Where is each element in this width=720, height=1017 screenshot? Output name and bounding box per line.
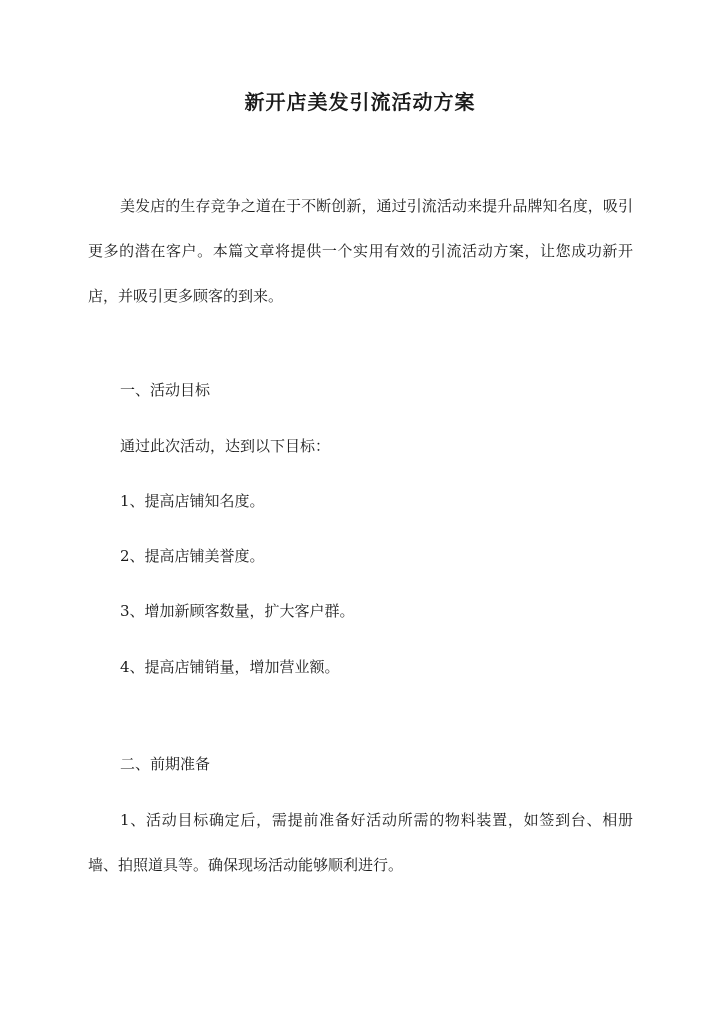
goals-lead-text: 通过此次活动，达到以下目标： [120,437,331,455]
goal-item: 2、提高店铺美誉度。 [120,547,265,565]
preparation-paragraph: 1、活动目标确定后，需提前准备好活动所需的物料装置，如签到台、相册墙、拍照道具等。确保现场活动能够顺利进行。 [88,811,633,874]
document-title: 新开店美发引流活动方案 [244,90,476,114]
section-heading-goals: 一、活动目标 [120,381,211,399]
intro-paragraph: 美发店的生存竞争之道在于不断创新，通过引流活动来提升品牌知名度，吸引更多的潜在客户。本篇文章将提供一个实用有效的引流活动方案，让您成功新开店，并吸引更多顾客的到来。 [88,197,633,305]
goal-item: 4、提高店铺销量，增加营业额。 [120,658,340,676]
section-heading-preparation: 二、前期准备 [120,755,211,773]
goal-item: 1、提高店铺知名度。 [120,492,265,510]
goal-item: 3、增加新顾客数量，扩大客户群。 [120,602,355,620]
